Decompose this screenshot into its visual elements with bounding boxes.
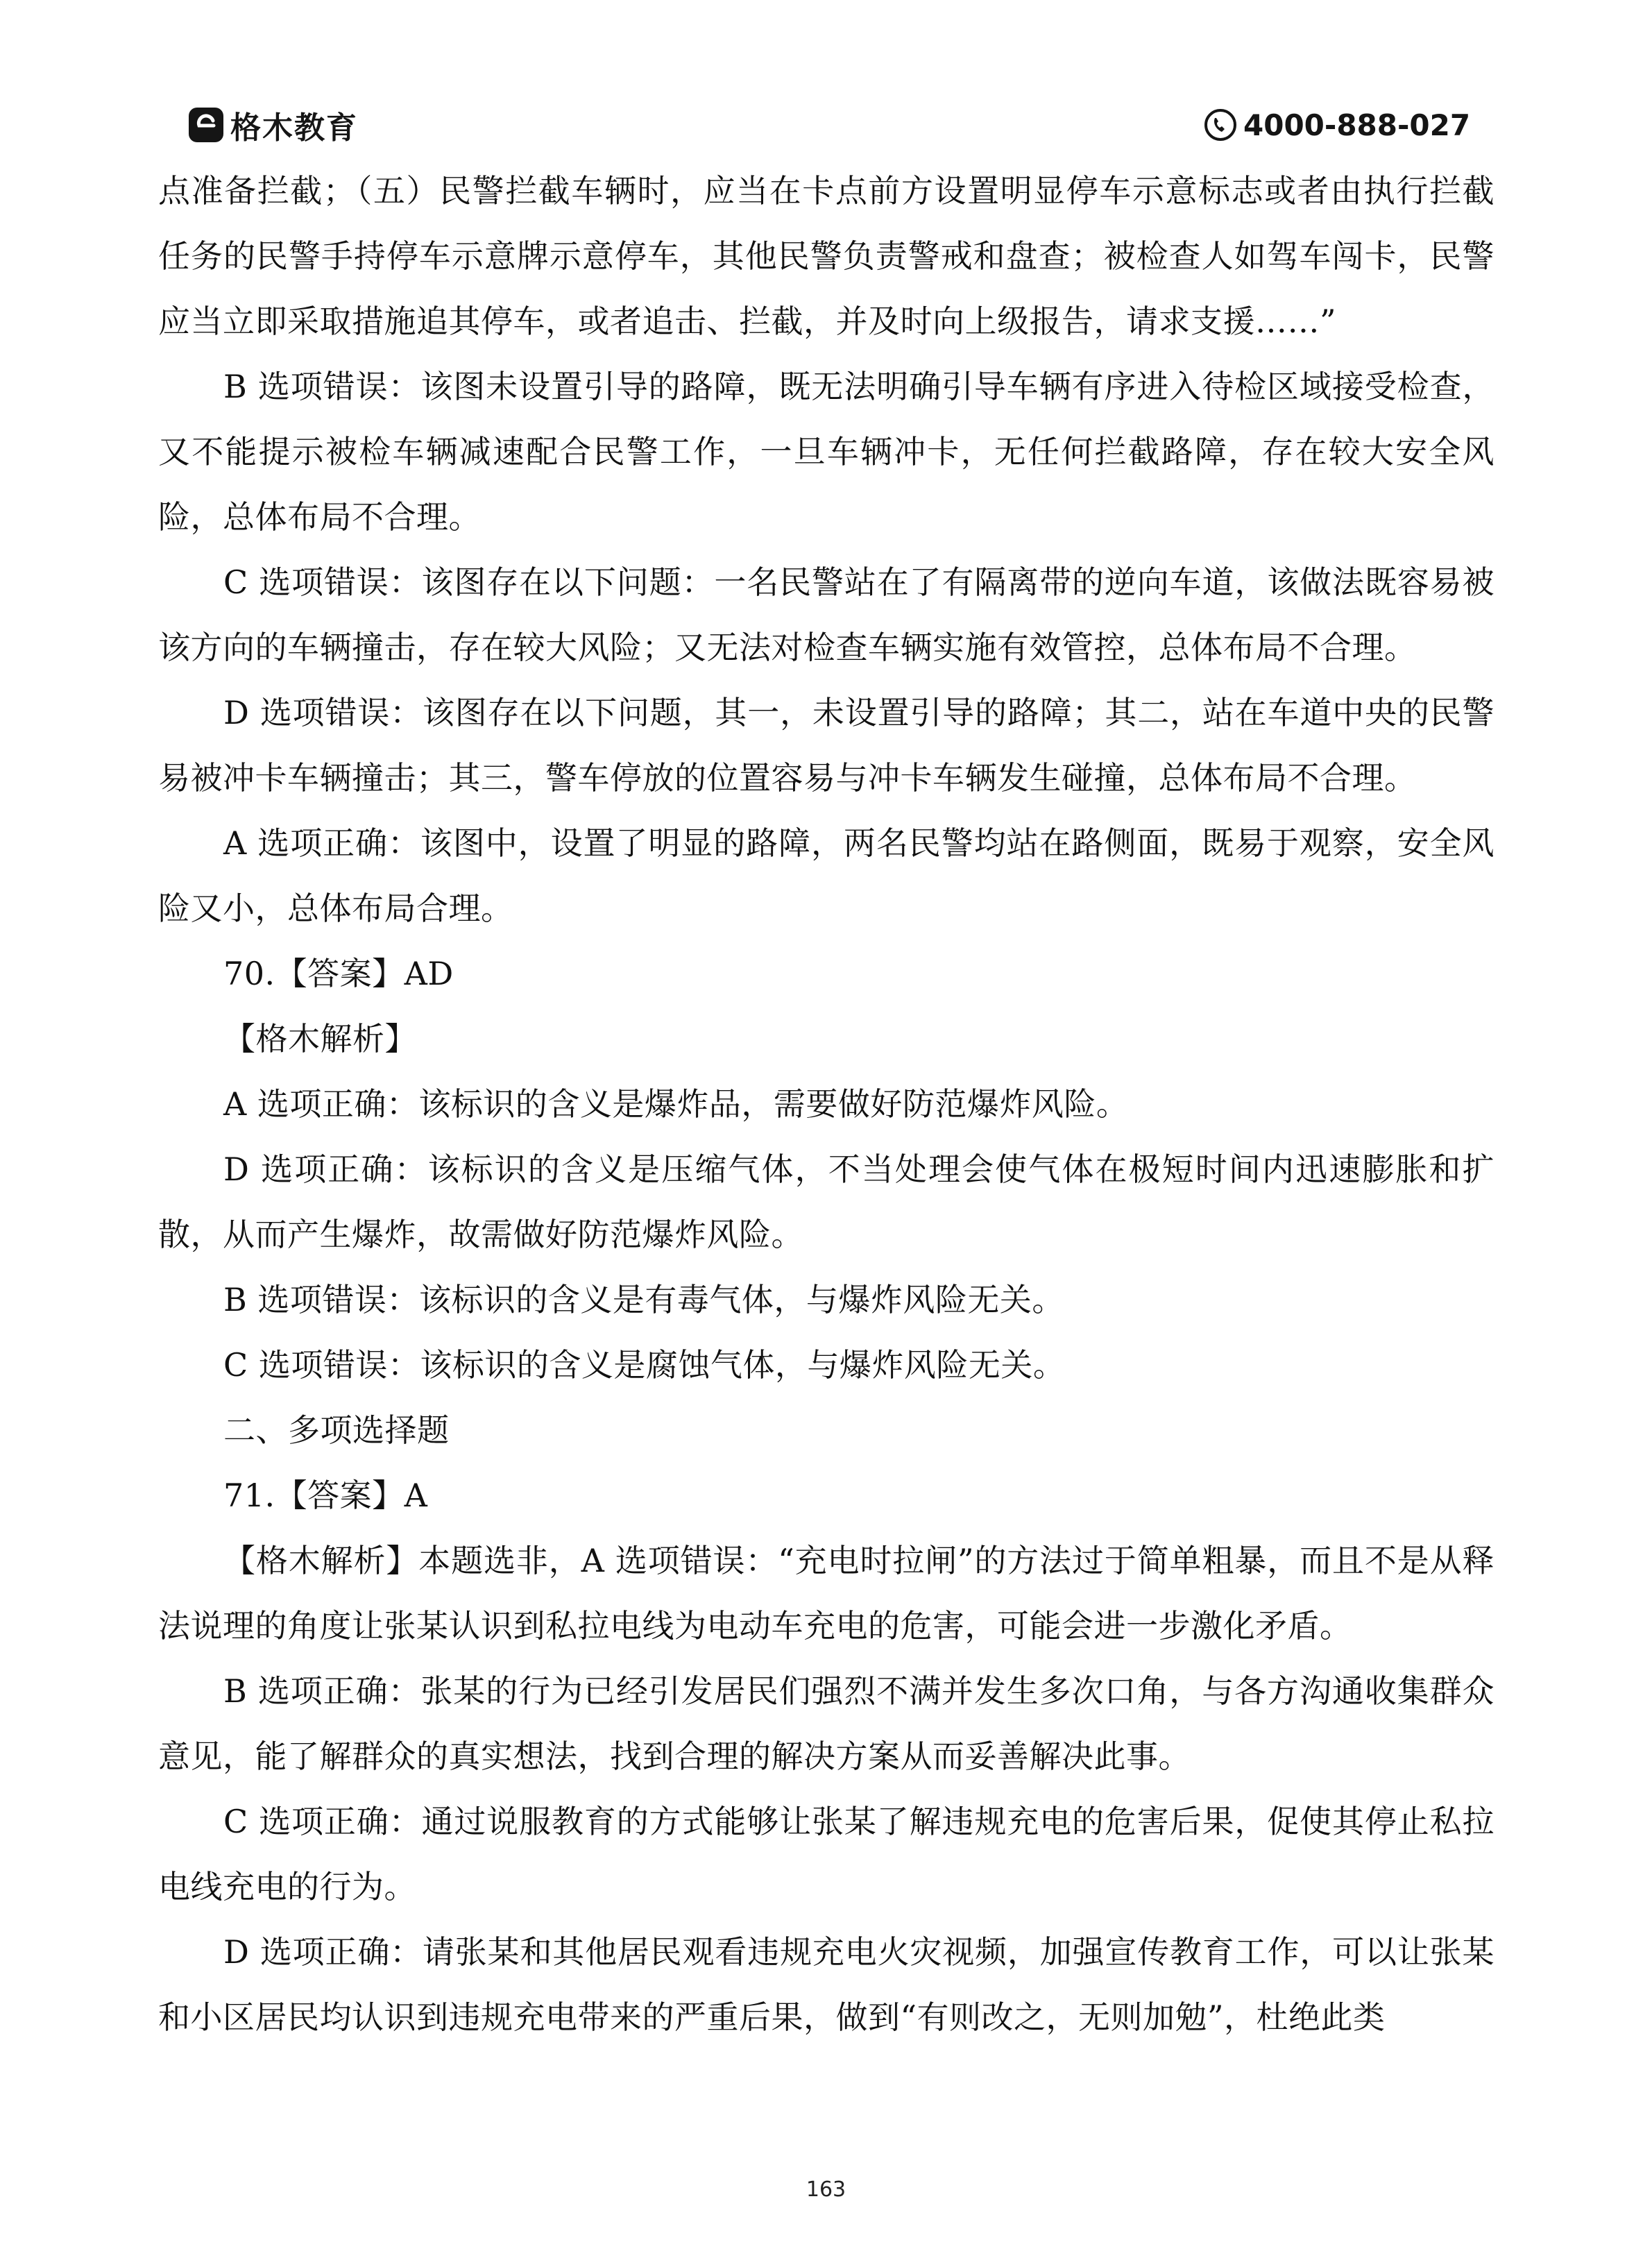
brand-logo — [189, 104, 358, 146]
phone-number: 4000-888-027 — [1243, 108, 1471, 142]
paragraph: D 选项正确：请张某和其他居民观看违规充电火灾视频，加强宣传教育工作，可以让张某和小区居民均认识到违规充电带来的严重后果，做到“有则改之，无则加勉”，杜绝此类 — [158, 1933, 1495, 2036]
answer-heading: 70.【答案】AD — [223, 955, 454, 992]
section-heading: 二、多项选择题 — [223, 1411, 450, 1449]
page-number: 163 — [806, 2177, 846, 2202]
paragraph: C 选项错误：该图存在以下问题：一名民警站在了有隔离带的逆向车道，该做法既容易被该方向的车辆撞击，存在较大风险；又无法对检查车辆实施有效管控，总体布局不合理。 — [158, 563, 1495, 666]
phone-icon — [1203, 108, 1238, 142]
brand-logo-text: 格木教育 — [230, 110, 358, 146]
paragraph: C 选项正确：通过说服教育的方式能够让张某了解违规充电的危害后果，促使其停止私拉电线充电的行为。 — [158, 1803, 1495, 1905]
page-header — [0, 0, 1652, 160]
paragraph: A 选项正确：该标识的含义是爆炸品，需要做好防范爆炸风险。 — [223, 1085, 1129, 1123]
analysis-heading: 【格木解析】 — [223, 1020, 417, 1058]
paragraph: A 选项正确：该图中，设置了明显的路障，两名民警均站在路侧面，既易于观察，安全风险又小，总体布局合理。 — [158, 824, 1495, 927]
paragraph: B 选项错误：该标识的含义是有毒气体，与爆炸风险无关。 — [223, 1281, 1064, 1318]
brand-logo-icon — [189, 108, 223, 142]
document-body — [158, 158, 1495, 2050]
paragraph: D 选项正确：该标识的含义是压缩气体，不当处理会使气体在极短时间内迅速膨胀和扩散，从而产生爆炸，故需做好防范爆炸风险。 — [158, 1150, 1495, 1253]
paragraph: C 选项错误：该标识的含义是腐蚀气体，与爆炸风险无关。 — [223, 1346, 1066, 1384]
paragraph: B 选项正确：张某的行为已经引发居民们强烈不满并发生多次口角，与各方沟通收集群众意见，能了解群众的真实想法，找到合理的解决方案从而妥善解决此事。 — [158, 1672, 1495, 1775]
phone-contact — [1203, 104, 1470, 146]
paragraph: D 选项错误：该图存在以下问题，其一，未设置引导的路障；其二，站在车道中央的民警易被冲卡车辆撞击；其三，警车停放的位置容易与冲卡车辆发生碰撞，总体布局不合理。 — [158, 694, 1495, 797]
paragraph: 【格木解析】本题选非，A 选项错误：“充电时拉闸”的方法过于简单粗暴，而且不是从释法说理的角度让张某认识到私拉电线为电动车充电的危害，可能会进一步激化矛盾。 — [158, 1542, 1495, 1645]
answer-heading: 71.【答案】A — [223, 1477, 428, 1514]
paragraph-continuation: 点准备拦截；（五）民警拦截车辆时，应当在卡点前方设置明显停车示意标志或者由执行拦截任务的民警手持停车示意牌示意停车，其他民警负责警戒和盘查；被检查人如驾车闯卡，民警应当立即采取措施追其停车，或者追击、拦截，并及时向上级报告，请求支援……” — [158, 172, 1495, 340]
paragraph: B 选项错误：该图未设置引导的路障，既无法明确引导车辆有序进入待检区域接受检查，又不能提示被检车辆减速配合民警工作，一旦车辆冲卡，无任何拦截路障，存在较大安全风险，总体布局不合理。 — [158, 368, 1495, 536]
